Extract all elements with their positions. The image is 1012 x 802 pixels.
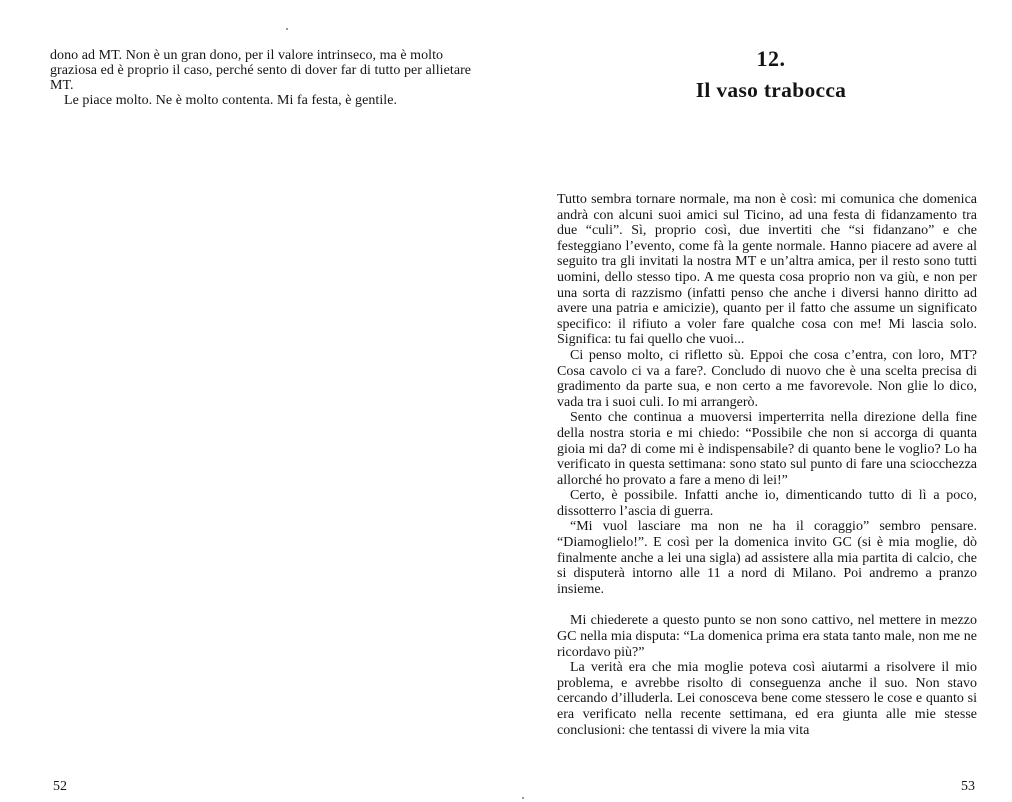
page-number-right: 53 [961, 779, 975, 794]
chapter-title: Il vaso trabocca [695, 78, 847, 102]
paragraph: Ci penso molto, ci rifletto sù. Eppoi che cosa c’entra, con loro, MT? Cosa cavolo ci va a fare?. Concludo di nuovo che è una scelta precisa di gradimento da parte sua, e non certo a me favorevole. Non glie lo dico, vada tra i suoi culi. Io mi arrangerò. [557, 347, 977, 410]
paragraph: dono ad MT. Non è un gran dono, per il valore intrinseco, ma è molto graziosa ed è proprio il caso, perché sento di dover far di tutto per allietare MT. [50, 48, 472, 93]
left-page-text [50, 48, 480, 108]
paragraph: “Mi vuol lasciare ma non ne ha il coraggio” sembro pensare. “Diamoglielo!”. E così per la domenica invito GC (si è mia moglie, dò finalmente anche a lei una sigla) ad assistere alla mia partita di calcio, che si disputerà intorno alle 11 a nord di Milano. Poi andremo a pranzo insieme. [557, 519, 977, 597]
paragraph: Sento che continua a muoversi imperterrita nella direzione della fine della nostra storia e mi chiedo: “Possibile che non si accorga di quanta gioia mi da? di come mi è indispensabile? di quanto bene le voglio? Lo ha verificato in questa settimana: sono stato sul punto di fare una sciocchezza allorché ho provato a fare a meno di lei!” [557, 410, 977, 488]
page-number-left: 52 [53, 779, 67, 794]
paragraph: Certo, è possibile. Infatti anche io, dimenticando tutto di lì a poco, dissotterro l’ascia di guerra. [557, 488, 977, 519]
paragraph: Mi chiederete a questo punto se non sono cattivo, nel mettere in mezzo GC nella mia disputa: “La domenica prima era stata tanto male, non me ne ricordavo più?” [557, 613, 977, 660]
paragraph: Le piace molto. Ne è molto contenta. Mi fa festa, è gentile. [64, 93, 398, 108]
chapter-number: 12. [756, 46, 786, 71]
scan-speck [286, 28, 288, 30]
paragraph: Tutto sembra tornare normale, ma non è così: mi comunica che domenica andrà con alcuni suoi amici sul Ticino, ad una festa di fidanzamento tra due “culi”. Sì, proprio così, due invertiti che “si fidanzano” e che festeggiano l’evento, come fà la gente normale. Hanno piacere ad avere al seguito tra gli invitati la nostra MT e un’altra amica, per il resto sono tutti uomini, dello stesso tipo. A me questa cosa proprio non va giù, e non per una sorta di razzismo (infatti penso che anche i diversi hanno diritto ad avere una patria e amicizie), quanto per il fatto che assume un significato specifico: il rifiuto a voler fare qualche cosa con me! Mi lascia solo. Significa: tu fai quello che vuoi... [557, 192, 977, 348]
paragraph: La verità era che mia moglie poteva così aiutarmi a risolvere il mio problema, e avrebbe risolto di conseguenza anche il suo. Non stavo cercando d’illuderla. Lei conosceva bene come stessero le cose e quanto si era verificato nella recente settimana, ed era giunta alle mie stesse conclusioni: che tentassi di vivere la mia vita [557, 660, 977, 738]
right-page [506, 0, 1012, 802]
scan-speck [522, 797, 524, 799]
right-page-text [557, 192, 977, 738]
